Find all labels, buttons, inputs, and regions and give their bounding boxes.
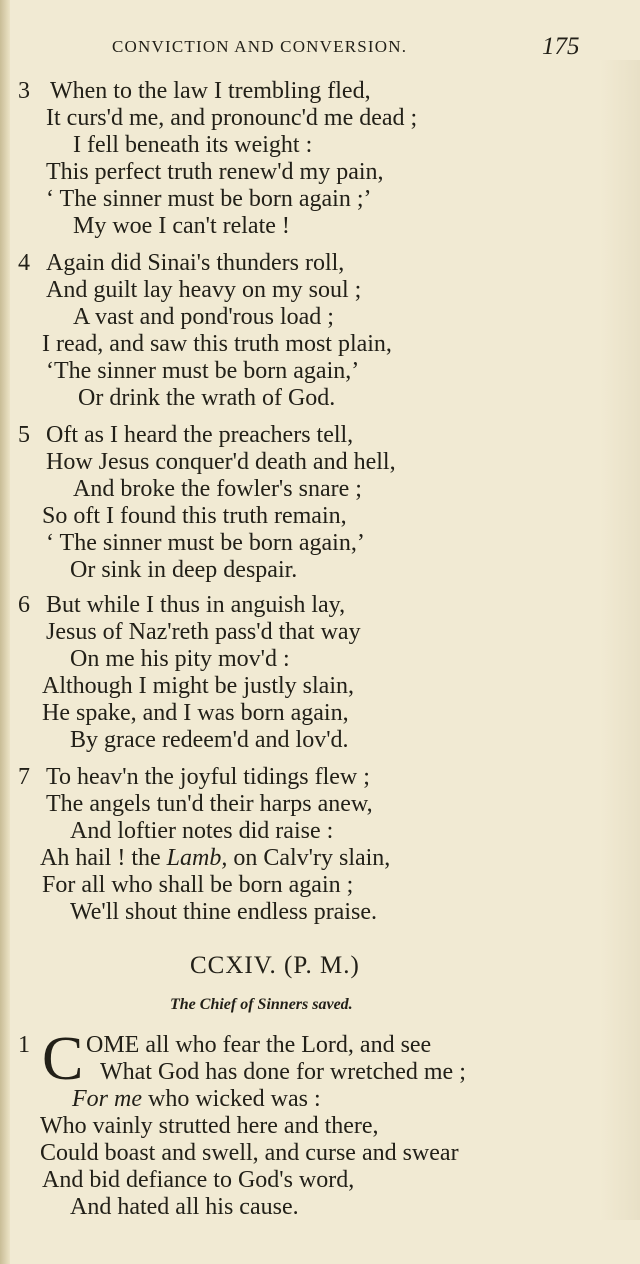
verse-line: When to the law I trembling fled, <box>50 78 371 104</box>
verse-line-text: Ah hail ! the <box>40 845 167 871</box>
verse-line: He spake, and I was born again, <box>42 700 349 726</box>
stanza-number: 4 <box>18 250 30 276</box>
stanza-number: 6 <box>18 592 30 618</box>
verse-line: Although I might be justly slain, <box>42 673 354 699</box>
drop-cap: C <box>42 1025 84 1093</box>
verse-line-text: on Calv'ry slain, <box>227 845 391 871</box>
verse-line: Or sink in deep despair. <box>70 557 298 583</box>
running-title: CONVICTION AND CONVERSION. <box>112 37 408 56</box>
verse-line: To heav'n the joyful tidings flew ; <box>46 764 370 790</box>
verse-line: My woe I can't relate ! <box>73 213 290 239</box>
verse-line: We'll shout thine endless praise. <box>70 899 377 925</box>
italic-word: Lamb, <box>166 845 228 871</box>
verse-line: I read, and saw this truth most plain, <box>42 331 392 357</box>
italic-word: For me <box>72 1086 142 1112</box>
verse-line: ‘The sinner must be born again,’ <box>46 358 360 384</box>
verse-line: OME all who fear the Lord, and see <box>86 1032 432 1058</box>
verse-line: Or drink the wrath of God. <box>78 385 336 411</box>
stanza-number: 5 <box>18 422 30 448</box>
verse-line: This perfect truth renew'd my pain, <box>46 159 384 185</box>
verse-line: A vast and pond'rous load ; <box>73 304 334 330</box>
verse-line-text: who wicked was : <box>141 1086 321 1112</box>
verse-line: ‘ The sinner must be born again ;’ <box>46 186 372 212</box>
verse-line: ‘ The sinner must be born again,’ <box>46 530 365 556</box>
verse-line: Again did Sinai's thunders roll, <box>46 250 345 276</box>
verse-line: It curs'd me, and pronounc'd me dead ; <box>46 105 418 131</box>
verse-line: And guilt lay heavy on my soul ; <box>46 277 362 303</box>
verse-line: What God has done for wretched me ; <box>100 1059 466 1085</box>
verse-line: I fell beneath its weight : <box>73 132 313 158</box>
verse-line: Who vainly strutted here and there, <box>40 1113 379 1139</box>
hymn-title: CCXIV. (P. M.) <box>190 952 360 979</box>
verse-line: Could boast and swell, and curse and swear <box>40 1140 459 1166</box>
stanza-number: 7 <box>18 764 30 790</box>
verse-line: The angels tun'd their harps anew, <box>46 791 373 817</box>
verse-line: Jesus of Naz'reth pass'd that way <box>46 619 361 645</box>
verse-line: Oft as I heard the preachers tell, <box>46 422 354 448</box>
page-header <box>0 33 640 63</box>
verse-line <box>72 1086 321 1113</box>
hymn-subtitle: The Chief of Sinners saved. <box>170 996 353 1013</box>
page-bleed-shadow <box>600 60 640 1220</box>
verse-line: But while I thus in anguish lay, <box>46 592 346 618</box>
verse-line <box>40 845 390 872</box>
verse-line: By grace redeem'd and lov'd. <box>70 727 349 753</box>
verse-line: So oft I found this truth remain, <box>42 503 347 529</box>
verse-line: And hated all his cause. <box>70 1194 299 1220</box>
verse-line: For all who shall be born again ; <box>42 872 354 898</box>
verse-line: And loftier notes did raise : <box>70 818 334 844</box>
verse-line: And broke the fowler's snare ; <box>73 476 362 502</box>
verse-line: How Jesus conquer'd death and hell, <box>46 449 396 475</box>
stanza-number: 1 <box>18 1032 30 1058</box>
verse-line: And bid defiance to God's word, <box>42 1167 355 1193</box>
page-number: 175 <box>542 33 580 60</box>
binding-edge <box>0 0 10 1264</box>
stanza-number: 3 <box>18 78 30 104</box>
verse-line: On me his pity mov'd : <box>70 646 290 672</box>
